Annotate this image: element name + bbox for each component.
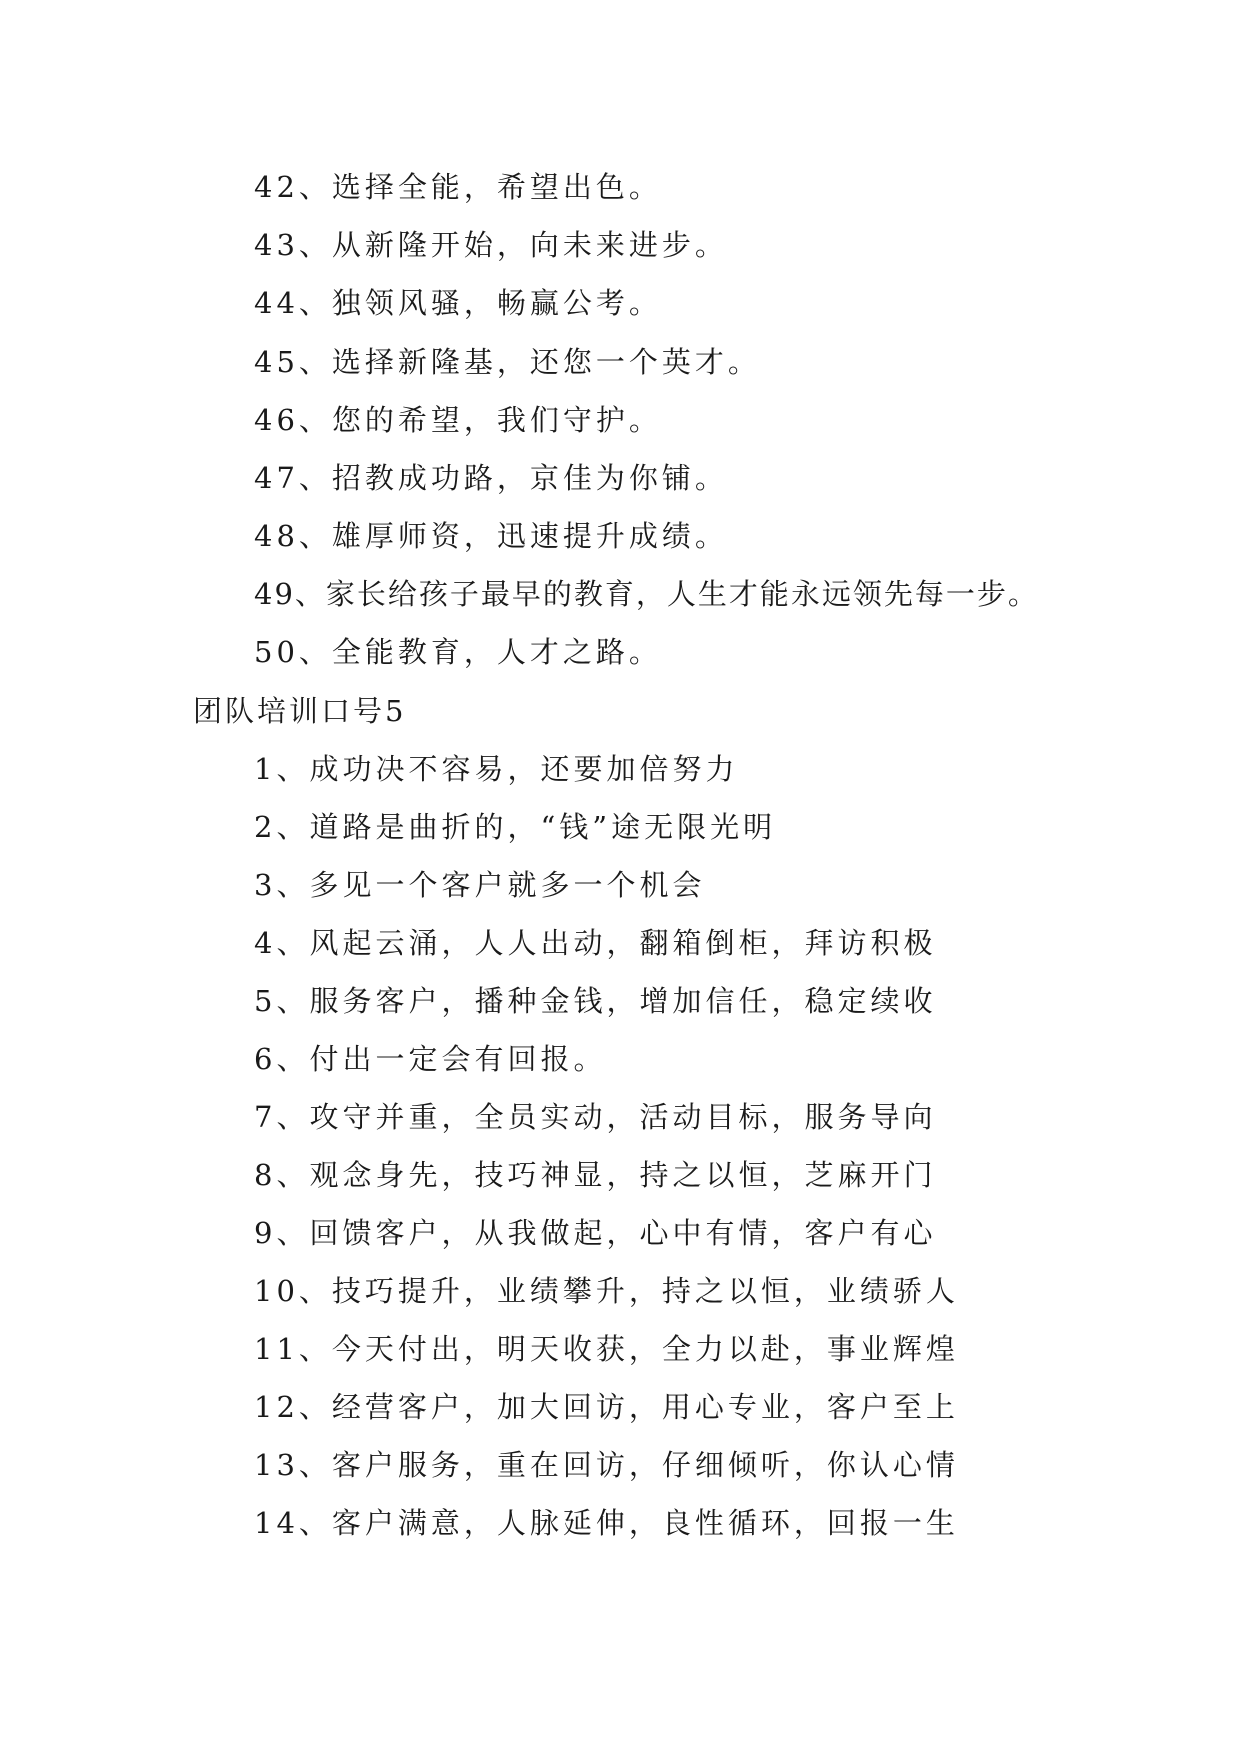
list-item: 43、从新隆开始，向未来进步。 [254,228,728,262]
list-item: 3、多见一个客户就多一个机会 [254,868,706,902]
list-item: 42、选择全能，希望出色。 [254,170,662,204]
list-item: 50、全能教育，人才之路。 [254,635,662,669]
list-item: 13、客户服务，重在回访，仔细倾听，你认心情 [254,1448,959,1482]
list-item: 46、您的希望，我们守护。 [254,403,662,437]
list-item: 10、技巧提升，业绩攀升，持之以恒，业绩骄人 [254,1274,959,1308]
list-item: 1、成功决不容易，还要加倍努力 [254,752,739,786]
list-item: 2、道路是曲折的，“钱”途无限光明 [254,810,777,844]
list-item: 48、雄厚师资，迅速提升成绩。 [254,519,728,553]
list-item: 5、服务客户，播种金钱，增加信任，稳定续收 [254,984,937,1018]
list-item: 9、回馈客户，从我做起，心中有情，客户有心 [254,1216,937,1250]
list-item: 7、攻守并重，全员实动，活动目标，服务导向 [254,1100,937,1134]
list-item: 14、客户满意，人脉延伸，良性循环，回报一生 [254,1506,959,1540]
list-item: 11、今天付出，明天收获，全力以赴，事业辉煌 [254,1332,959,1366]
list-item: 49、家长给孩子最早的教育，人生才能永远领先每一步。 [254,577,1039,611]
list-item: 45、选择新隆基，还您一个英才。 [254,345,761,379]
list-item: 47、招教成功路，京佳为你铺。 [254,461,728,495]
list-item: 6、付出一定会有回报。 [254,1042,607,1076]
list-item: 12、经营客户，加大回访，用心专业，客户至上 [254,1390,959,1424]
list-item: 44、独领风骚，畅赢公考。 [254,286,662,320]
list-item: 8、观念身先，技巧神显，持之以恒，芝麻开门 [254,1158,937,1192]
section-heading: 团队培训口号5 [193,694,407,728]
list-item: 4、风起云涌，人人出动，翻箱倒柜，拜访积极 [254,926,937,960]
